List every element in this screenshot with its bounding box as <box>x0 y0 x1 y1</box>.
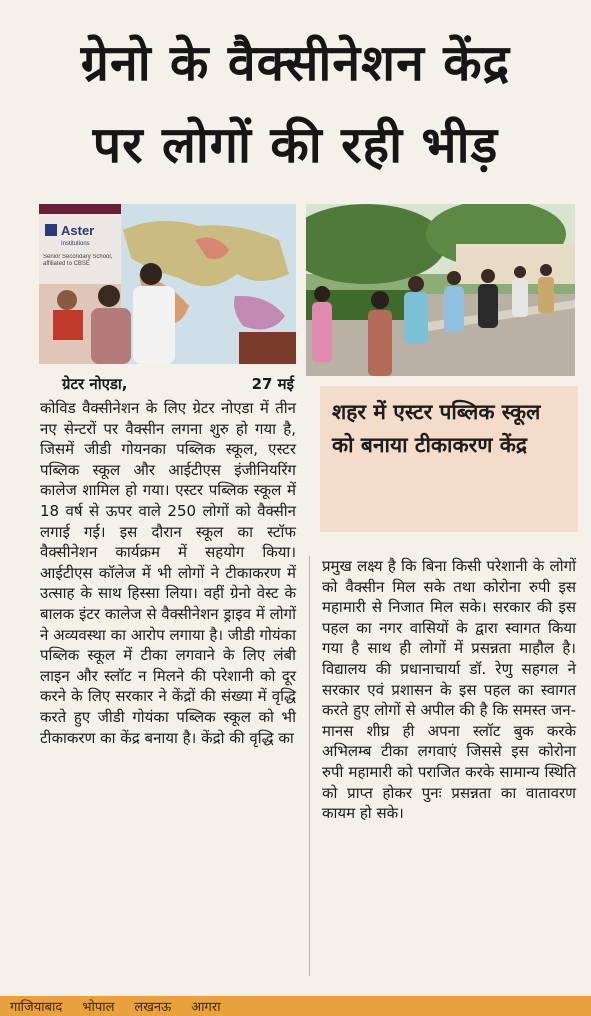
aster-logo-text: Aster <box>61 223 95 238</box>
school-sign-text: Senior Secondary School, affiliated to CBSE <box>43 254 113 267</box>
footer-item: लखनऊ <box>134 1000 172 1015</box>
queue-scene-illustration <box>306 204 575 376</box>
article-column-2: प्रमुख लक्ष्य है कि बिना किसी परेशानी के लोगों को वैक्सीन मिल सके तथा कोरोना रुपी इस महामारी से निजात मिल सके। सरकार की इस पहल का नगर वासियों के द्वारा स्वागत किया गया है साथ ही लोगों में प्रसन्नता माहौल है। विद्यालय की प्रधानाचार्या डॉ. रेणु सहगल ने सरकार एवं प्रशासन के इस पहल का स्वागत करते हुए लोगों से अपील की है कि समस्त जन-मानस शीघ्र ही अपना स्लॉट बुक करके अभिलम्ब टीका लगवाएं जिससे इस कोरोना रुपी महामारी को पराजित करके सामान्य स्थिति को प्राप्त होकर पुनः प्रसन्नता का वातावरण कायम हो सके। <box>322 557 576 823</box>
vaccination-photo <box>39 204 296 364</box>
headline-line-1: ग्रेनो के वैक्सीनेशन केंद्र <box>80 34 511 92</box>
vaccination-scene-illustration <box>39 204 296 364</box>
footer-item: गाजियाबाद <box>10 1000 63 1015</box>
dateline-date: 27 मई <box>251 375 294 393</box>
callout-box <box>320 386 578 532</box>
aster-logo-subtext: Institutions <box>61 241 90 247</box>
callout-text: शहर में एस्टर पब्लिक स्कूल को बनाया टीकाकरण केंद्र <box>332 400 541 457</box>
footer-item: भोपाल <box>82 1000 115 1015</box>
dateline <box>62 374 294 394</box>
column-divider <box>309 556 310 976</box>
queue-photo <box>306 204 575 376</box>
school-sign <box>43 254 117 280</box>
dateline-place: ग्रेटर नोएडा, <box>62 375 128 393</box>
headline-line-2: पर लोगों की रही भीड़ <box>92 116 499 174</box>
footer-strip <box>0 996 591 1016</box>
footer-item: आगरा <box>191 1000 221 1015</box>
article-column-1: कोविड वैक्सीनेशन के लिए ग्रेटर नोएडा में तीन नए सेन्टरों पर वैक्सीन लगना शुरु हो गया है, जिसमें जीडी गोयनका पब्लिक स्कूल, एस्टर पब्लिक स्कूल और आईटीएस इंजीनियरिंग कालेज शामिल हो गया। एस्टर पब्लिक स्कूल में 18 वर्ष से ऊपर वाले 250 लोगों को वैक्सीन लगाई गई। इस दौरान स्कूल का स्टॉफ वैक्सीनेशन कार्यक्रम में सहयोग किया। आईटीएस कॉलेज में भी लोगों ने टीकाकरण में उत्साह के साथ हिस्सा लिया। वहीं ग्रेनो वेस्ट के बालक इंटर कालेज से वैक्सीनेशन ड्राइव में लोगों ने अव्यवस्था का आरोप लगाया है। जीडी गोयंका पब्लिक स्कूल में टीका लगवाने के लिए लंबी लाइन और स्लॉट न मिलने की परेशानी को दूर करने के लिए सरकार ने केंद्रों की संख्या में वृद्धि करते हुए जीडी गोयंका पब्लिक स्कूल को भी टीकाकरण का केंद्र बनाया है। केंद्रो की वृद्धि का <box>40 399 296 747</box>
